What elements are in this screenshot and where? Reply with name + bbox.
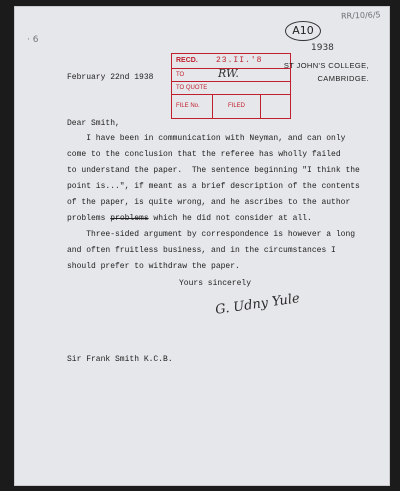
letterhead <box>284 59 369 85</box>
letter-closing: Yours sincerely <box>179 279 252 288</box>
text-line: to understand the paper. The sentence beginning "I think the <box>67 166 360 175</box>
stamp-date: 23.II.'8 <box>216 56 263 65</box>
letter-sheet <box>14 6 390 486</box>
text-line: Three-sided argument by correspondence is however a long <box>67 230 356 239</box>
stamp-to-label: TO <box>176 72 185 78</box>
letterhead-city: CAMBRIDGE. <box>317 74 369 83</box>
letter-addressee: Sir Frank Smith K.C.B. <box>67 355 173 364</box>
text-line: and often fruitless business, and in the circumstances I <box>67 246 336 255</box>
year-note: 1938 <box>311 43 334 53</box>
text-fragment: problems <box>67 214 111 223</box>
circled-reference: A10 <box>285 21 321 41</box>
stamp-recd-label: RECD. <box>176 57 198 64</box>
stamp-divider <box>212 94 213 118</box>
letter-date: February 22nd 1938 <box>67 73 154 82</box>
stamp-handwritten-initials: RW. <box>218 67 239 80</box>
text-line <box>67 211 367 227</box>
letterhead-college: ST JOHN'S COLLEGE, <box>283 61 369 70</box>
handwritten-signature: G. Udny Yule <box>214 291 301 318</box>
archive-reference: RR/10/6/5 <box>341 10 382 21</box>
text-line: should prefer to withdraw the paper. <box>67 262 240 271</box>
received-stamp <box>171 53 291 119</box>
text-line: of the paper, is quite wrong, and he ascribes to the author <box>67 198 351 207</box>
paragraph-2 <box>67 227 367 275</box>
text-line: I have been in communication with Neyman, and can only <box>67 134 346 143</box>
stamp-filed-label: FILED <box>228 103 246 109</box>
margin-mark: · 6 <box>27 35 39 45</box>
stamp-to-quote-label: TO QUOTE <box>176 85 208 91</box>
stamp-file-label: FILE No. <box>176 103 200 109</box>
text-line: point is...", if meant as a brief description of the contents <box>67 182 360 191</box>
stamp-divider <box>260 94 261 118</box>
struck-word: problems <box>110 214 149 223</box>
paragraph-1 <box>67 131 367 227</box>
letter-greeting: Dear Smith, <box>67 119 120 128</box>
text-line: come to the conclusion that the referee has wholly failed <box>67 150 341 159</box>
letter-body <box>67 131 367 275</box>
text-fragment: which he did not consider at all. <box>148 214 312 223</box>
